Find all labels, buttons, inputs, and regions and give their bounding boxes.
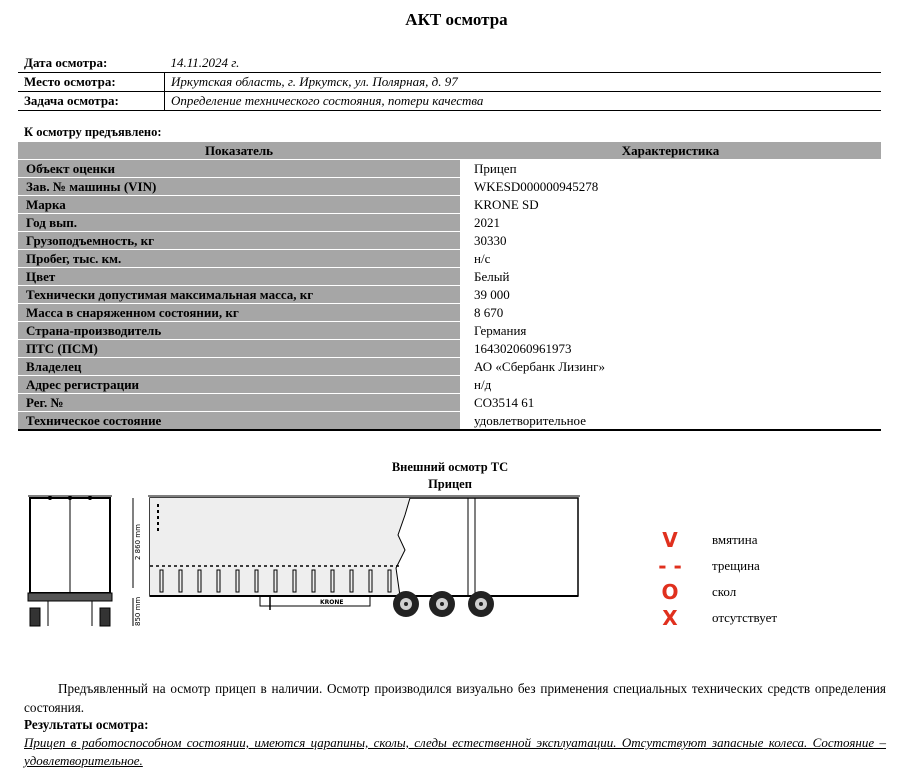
info-label: Дата осмотра: bbox=[18, 54, 165, 73]
parameter-cell: Грузоподъемность, кг bbox=[18, 232, 460, 250]
trailer-rear-view bbox=[28, 496, 112, 626]
characteristic-cell: 39 000 bbox=[474, 287, 510, 302]
inspection-description bbox=[24, 679, 886, 717]
parameter-cell: Объект оценки bbox=[18, 160, 460, 178]
inspection-info-table bbox=[18, 54, 881, 111]
table-row bbox=[18, 376, 881, 394]
legend-item bbox=[650, 553, 777, 579]
trailer-side-view bbox=[148, 496, 580, 610]
characteristic-cell: 164302060961973 bbox=[474, 341, 572, 356]
inspection-subtitle: Прицеп bbox=[428, 477, 472, 491]
characteristic-cell: Прицеп bbox=[474, 161, 517, 177]
document-title: АКТ осмотра bbox=[405, 10, 508, 29]
parameter-cell: Масса в снаряженном состоянии, кг bbox=[18, 304, 460, 322]
strap-mark bbox=[157, 516, 159, 519]
wheel-icon bbox=[393, 591, 419, 617]
characteristic-cell: 30330 bbox=[474, 233, 507, 248]
results-title: Результаты осмотра: bbox=[24, 717, 149, 732]
info-label: Место осмотра: bbox=[18, 73, 165, 92]
legend-symbol: - - bbox=[658, 554, 682, 578]
table-row bbox=[18, 160, 881, 178]
brand-label: KRONE bbox=[320, 599, 344, 606]
legend-symbol: X bbox=[662, 606, 678, 630]
characteristic-cell: Германия bbox=[474, 323, 527, 338]
legend-label: вмятина bbox=[712, 532, 758, 547]
characteristic-cell: KRONE SD bbox=[474, 197, 539, 212]
table-row bbox=[18, 214, 881, 232]
characteristic-cell: WKESD000000945278 bbox=[474, 179, 599, 194]
parameter-cell: Зав. № машины (VIN) bbox=[18, 178, 460, 196]
trailer-diagram bbox=[20, 490, 590, 630]
results-text: Прицеп в работоспособном состоянии, имеются царапины, сколы, следы естественной эксплуатации. Отсутствуют запасные колеса. Состояние – удовлетворительное. bbox=[24, 735, 886, 768]
legend-item bbox=[650, 579, 777, 605]
legend-symbol: O bbox=[661, 580, 679, 604]
description-text: Предъявленный на осмотр прицеп в наличии. Осмотр производился визуально без применения специальных технических средств определения состояния. bbox=[24, 681, 886, 715]
presented-label: К осмотру предъявлено: bbox=[24, 125, 162, 139]
table-row bbox=[18, 268, 881, 286]
table-row bbox=[18, 340, 881, 358]
info-row-task bbox=[18, 92, 881, 111]
characteristic-cell: 2021 bbox=[474, 215, 500, 230]
table-row bbox=[18, 232, 881, 250]
characteristic-cell: н/с bbox=[474, 251, 491, 266]
table-row bbox=[18, 286, 881, 304]
parameter-cell: Пробег, тыс. км. bbox=[18, 250, 460, 268]
table-row bbox=[18, 412, 881, 431]
parameter-cell: Адрес регистрации bbox=[18, 376, 460, 394]
table-row bbox=[18, 358, 881, 376]
legend-item bbox=[650, 605, 777, 631]
legend-item bbox=[650, 527, 777, 553]
table-row bbox=[18, 250, 881, 268]
column-header-characteristic: Характеристика bbox=[460, 142, 881, 160]
characteristic-cell: н/д bbox=[474, 377, 492, 392]
parameter-cell: Технически допустимая максимальная масса, кг bbox=[18, 286, 460, 304]
legend-symbol: V bbox=[662, 528, 678, 552]
external-inspection-heading bbox=[365, 459, 535, 493]
characteristic-cell: 8 670 bbox=[474, 305, 504, 320]
table-row bbox=[18, 322, 881, 340]
characteristic-cell: удовлетворительное bbox=[460, 412, 881, 431]
parameter-cell: Марка bbox=[18, 196, 460, 214]
info-value: Определение технического состояния, потери качества bbox=[165, 92, 882, 111]
info-value: Иркутская область, г. Иркутск, ул. Полярная, д. 97 bbox=[165, 73, 882, 92]
strap-mark bbox=[157, 528, 159, 531]
parameter-cell: ПТС (ПСМ) bbox=[18, 340, 460, 358]
table-row bbox=[18, 196, 881, 214]
legend-label: скол bbox=[712, 584, 737, 599]
dimension-label-floor: 850 mm bbox=[134, 596, 142, 626]
dimension-markers bbox=[133, 498, 142, 626]
parameter-cell: Год вып. bbox=[18, 214, 460, 232]
parameter-cell: Цвет bbox=[18, 268, 460, 286]
info-row-date bbox=[18, 54, 881, 73]
table-row bbox=[18, 394, 881, 412]
info-row-place bbox=[18, 73, 881, 92]
characteristic-cell: СО3514 61 bbox=[474, 395, 535, 410]
parameter-cell: Страна-производитель bbox=[18, 322, 460, 340]
column-header-parameter: Показатель bbox=[18, 142, 460, 160]
info-label: Задача осмотра: bbox=[18, 92, 165, 111]
parameter-cell: Техническое состояние bbox=[18, 412, 460, 431]
inspection-title: Внешний осмотр ТС bbox=[391, 460, 509, 474]
strap-mark bbox=[157, 510, 159, 513]
strap-mark bbox=[157, 504, 159, 507]
characteristic-cell: Белый bbox=[474, 269, 510, 284]
vehicle-characteristics-table bbox=[18, 142, 881, 431]
table-row bbox=[18, 304, 881, 322]
table-row bbox=[18, 178, 881, 196]
strap-mark bbox=[157, 522, 159, 525]
info-value: 14.11.2024 г. bbox=[165, 54, 882, 73]
parameter-cell: Рег. № bbox=[18, 394, 460, 412]
legend-label: отсутствует bbox=[712, 610, 778, 625]
wheel-icon bbox=[429, 591, 455, 617]
damage-legend bbox=[650, 527, 777, 631]
trailer-wheels bbox=[393, 591, 494, 617]
parameter-cell: Владелец bbox=[18, 358, 460, 376]
dimension-label-height: 2 860 mm bbox=[134, 524, 142, 560]
characteristic-cell: АО «Сбербанк Лизинг» bbox=[474, 359, 605, 374]
legend-label: трещина bbox=[712, 558, 760, 573]
table-header-row bbox=[18, 142, 881, 160]
wheel-icon bbox=[468, 591, 494, 617]
